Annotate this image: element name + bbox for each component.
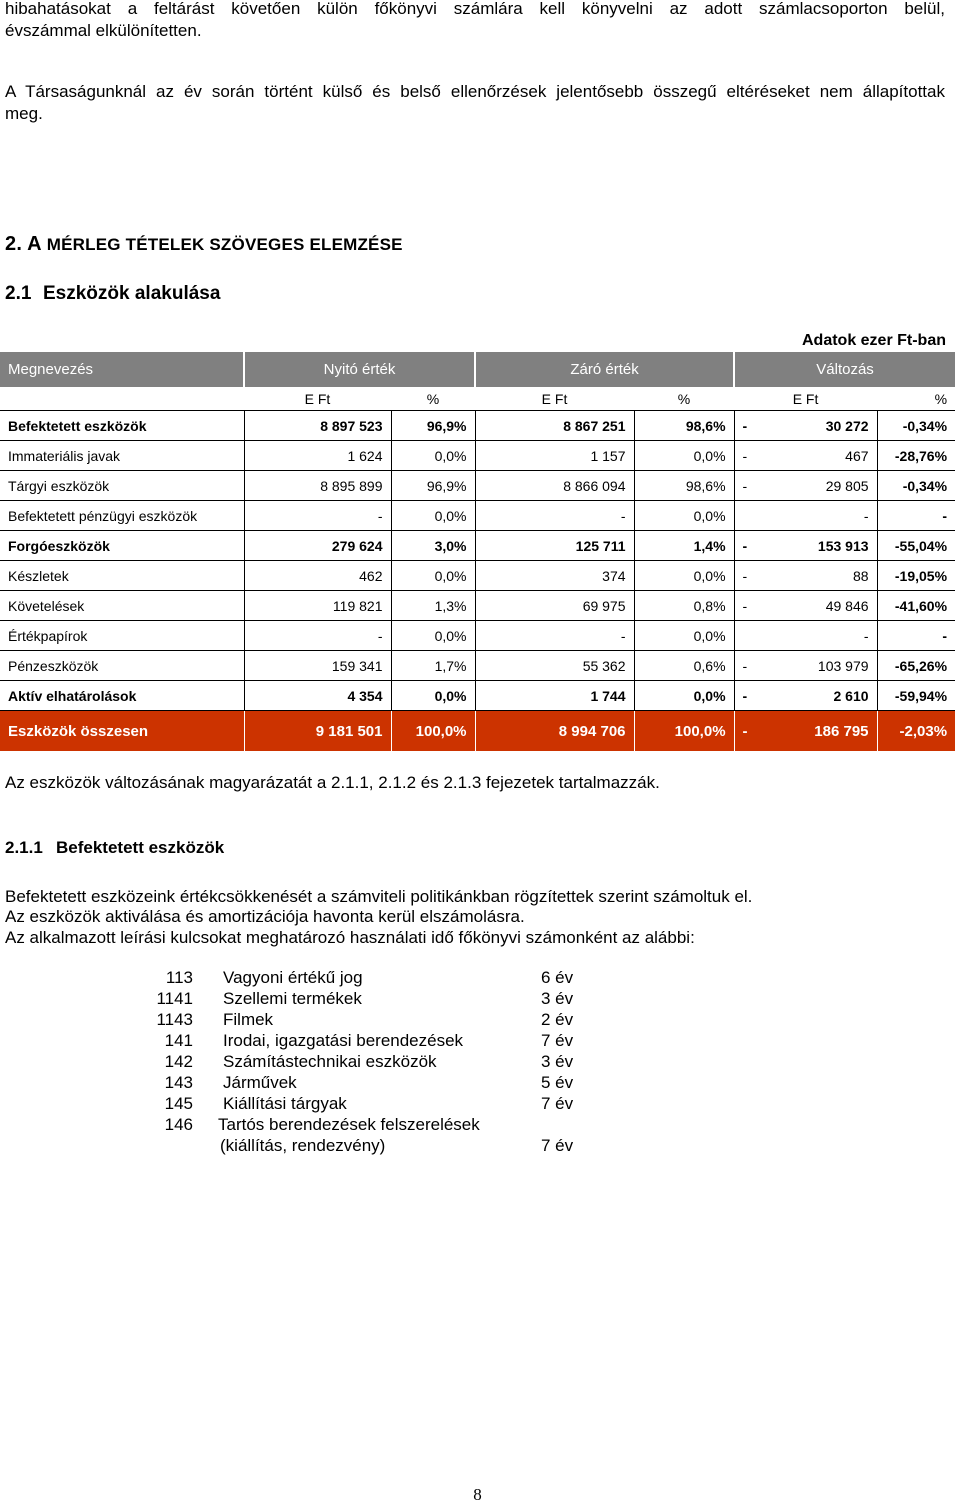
intro-paragraph-line2: évszámmal elkülönítetten. <box>5 21 202 40</box>
section-heading <box>5 233 403 256</box>
row-name: Forgóeszközök <box>0 531 244 561</box>
rate-name: Számítástechnikai eszközök <box>223 1052 437 1071</box>
row-chg-sign: - <box>734 411 764 441</box>
header-change: Változás <box>734 352 955 387</box>
row-open-eft: 1 624 <box>244 441 391 471</box>
rate-years: 5 év <box>541 1073 574 1092</box>
row-open-eft: 8 897 523 <box>244 411 391 441</box>
rate-name: Irodai, igazgatási berendezések <box>223 1031 464 1050</box>
table-subheader-row <box>0 387 955 411</box>
row-name: Pénzeszközök <box>0 651 244 681</box>
row-name: Befektetett eszközök <box>0 411 244 441</box>
row-name: Tárgyi eszközök <box>0 471 244 501</box>
row-name: Készletek <box>0 561 244 591</box>
row-open-pct: 1,7% <box>391 651 475 681</box>
row-chg-eft: 30 272 <box>764 411 877 441</box>
row-name: Aktív elhatárolások <box>0 681 244 711</box>
row-close-eft: 374 <box>475 561 634 591</box>
row-close-pct: 0,0% <box>634 561 734 591</box>
row-chg-eft: 2 610 <box>764 681 877 711</box>
subsection-title: Eszközök alakulása <box>43 283 221 304</box>
subsubsection-heading <box>5 838 224 858</box>
table-row <box>0 531 955 561</box>
assets-table <box>0 352 955 751</box>
row-open-eft: 8 895 899 <box>244 471 391 501</box>
total-close-pct: 100,0% <box>634 711 734 752</box>
rate-row <box>135 988 601 1009</box>
row-open-pct: 96,9% <box>391 471 475 501</box>
row-open-eft: - <box>244 501 391 531</box>
row-chg-eft: 49 846 <box>764 591 877 621</box>
subheader-chg-eft: E Ft <box>734 387 877 411</box>
total-open-pct: 100,0% <box>391 711 475 752</box>
row-chg-pct: - <box>877 621 955 651</box>
row-chg-sign <box>734 501 764 531</box>
row-close-eft: 1 157 <box>475 441 634 471</box>
rate-code: 113 <box>165 968 193 987</box>
intro-paragraph-line1: hibahatásokat a feltárást követően külön főkönyvi számlára kell könyvelni az adott számlacsoporton belül, <box>5 0 945 18</box>
table-row <box>0 591 955 621</box>
total-chg-eft: 186 795 <box>764 711 877 752</box>
rate-name: Járművek <box>223 1073 297 1092</box>
header-closing: Záró érték <box>475 352 734 387</box>
page-number: 8 <box>473 1485 482 1504</box>
header-opening: Nyitó érték <box>244 352 475 387</box>
row-open-pct: 0,0% <box>391 441 475 471</box>
subsection-number: 2.1 <box>5 283 32 304</box>
rate-years: 2 év <box>541 1010 574 1029</box>
row-close-pct: 0,8% <box>634 591 734 621</box>
rate-row <box>135 1030 601 1051</box>
subheader-chg-pct: % <box>877 387 955 411</box>
row-open-pct: 0,0% <box>391 621 475 651</box>
body-line3: Az alkalmazott leírási kulcsokat meghatározó használati idő főkönyvi számonként az alábbi: <box>5 928 695 947</box>
row-name: Immateriális javak <box>0 441 244 471</box>
row-open-pct: 0,0% <box>391 681 475 711</box>
rate-code: 142 <box>164 1052 193 1071</box>
rate-row <box>135 1093 601 1114</box>
row-close-eft: 125 711 <box>475 531 634 561</box>
total-name: Eszközök összesen <box>0 711 244 752</box>
depreciation-table <box>135 967 601 1156</box>
total-chg-sign: - <box>734 711 764 752</box>
row-close-pct: 0,0% <box>634 441 734 471</box>
rate-name: Szellemi termékek <box>223 989 362 1008</box>
subsection-heading <box>5 283 220 305</box>
rate-years: 7 év <box>541 1031 574 1050</box>
rate-code: 1141 <box>156 989 193 1008</box>
row-chg-pct: -55,04% <box>877 531 955 561</box>
subheader-close-eft: E Ft <box>475 387 634 411</box>
section-title-rest: MÉRLEG TÉTELEK SZÖVEGES ELEMZÉSE <box>46 235 403 254</box>
row-chg-pct: -65,26% <box>877 651 955 681</box>
rate-years: 3 év <box>541 1052 574 1071</box>
row-close-eft: - <box>475 621 634 651</box>
table-row <box>0 441 955 471</box>
row-close-pct: 0,6% <box>634 651 734 681</box>
row-chg-eft: 103 979 <box>764 651 877 681</box>
row-chg-eft: 29 805 <box>764 471 877 501</box>
table-row <box>0 471 955 501</box>
rate-years: 7 év <box>541 1094 574 1113</box>
total-open-eft: 9 181 501 <box>244 711 391 752</box>
subheader-close-pct: % <box>634 387 734 411</box>
row-open-pct: 0,0% <box>391 561 475 591</box>
table-row <box>0 621 955 651</box>
total-chg-pct: -2,03% <box>877 711 955 752</box>
rate-row <box>135 967 601 988</box>
row-name: Befektetett pénzügyi eszközök <box>0 501 244 531</box>
row-close-eft: 8 867 251 <box>475 411 634 441</box>
row-close-eft: - <box>475 501 634 531</box>
rate-row <box>135 1009 601 1030</box>
row-close-pct: 98,6% <box>634 411 734 441</box>
section-title-first: A <box>27 233 42 255</box>
row-close-pct: 1,4% <box>634 531 734 561</box>
row-chg-pct: -0,34% <box>877 471 955 501</box>
row-open-eft: 119 821 <box>244 591 391 621</box>
rate-name: Filmek <box>223 1010 274 1029</box>
rate-name-continued: (kiállítás, rendezvény) <box>220 1136 386 1155</box>
row-chg-sign: - <box>734 591 764 621</box>
rate-row <box>135 1051 601 1072</box>
rate-code: 1143 <box>156 1010 193 1029</box>
table-explanation: Az eszközök változásának magyarázatát a 2.1.1, 2.1.2 és 2.1.3 fejezetek tartalmazzák. <box>5 773 660 792</box>
row-name: Követelések <box>0 591 244 621</box>
row-close-pct: 0,0% <box>634 621 734 651</box>
rate-name: Kiállítási tárgyak <box>223 1094 347 1113</box>
row-chg-sign: - <box>734 441 764 471</box>
row-chg-sign: - <box>734 681 764 711</box>
subsubsection-number: 2.1.1 <box>5 838 43 857</box>
row-chg-sign: - <box>734 471 764 501</box>
audit-paragraph-line1: A Társaságunknál az év során történt külső és belső ellenőrzések jelentősebb összegű eltéréseket nem állapítottak <box>5 82 945 101</box>
row-chg-pct: -19,05% <box>877 561 955 591</box>
total-close-eft: 8 994 706 <box>475 711 634 752</box>
row-close-pct: 0,0% <box>634 501 734 531</box>
rate-name: Vagyoni értékű jog <box>223 968 363 987</box>
row-name: Értékpapírok <box>0 621 244 651</box>
table-header-row <box>0 352 955 387</box>
row-close-pct: 0,0% <box>634 681 734 711</box>
row-chg-sign: - <box>734 561 764 591</box>
rate-code: 145 <box>164 1094 193 1113</box>
rate-row <box>135 1114 601 1135</box>
rate-code: 143 <box>164 1073 193 1092</box>
row-close-eft: 69 975 <box>475 591 634 621</box>
subheader-open-pct: % <box>391 387 475 411</box>
rate-code: 141 <box>164 1031 193 1050</box>
table-row <box>0 411 955 441</box>
subsubsection-title: Befektetett eszközök <box>56 838 225 857</box>
section-number: 2. <box>5 233 23 255</box>
subheader-open-eft: E Ft <box>244 387 391 411</box>
row-chg-eft: 88 <box>764 561 877 591</box>
rate-years: 3 év <box>541 989 574 1008</box>
row-close-eft: 1 744 <box>475 681 634 711</box>
row-open-pct: 96,9% <box>391 411 475 441</box>
rate-row <box>135 1072 601 1093</box>
rate-row-continued <box>135 1135 601 1156</box>
row-chg-pct: -59,94% <box>877 681 955 711</box>
row-open-pct: 1,3% <box>391 591 475 621</box>
row-chg-pct: - <box>877 501 955 531</box>
row-chg-sign: - <box>734 651 764 681</box>
row-chg-eft: - <box>764 621 877 651</box>
audit-paragraph-line2: meg. <box>5 104 43 123</box>
row-close-eft: 55 362 <box>475 651 634 681</box>
row-open-eft: - <box>244 621 391 651</box>
rate-years: 6 év <box>541 968 574 987</box>
row-chg-sign <box>734 621 764 651</box>
rate-name: Tartós berendezések felszerelések <box>218 1115 480 1134</box>
row-open-pct: 3,0% <box>391 531 475 561</box>
row-open-eft: 279 624 <box>244 531 391 561</box>
table-row <box>0 681 955 711</box>
unit-note: Adatok ezer Ft-ban <box>801 332 946 349</box>
row-close-pct: 98,6% <box>634 471 734 501</box>
row-open-eft: 4 354 <box>244 681 391 711</box>
row-close-eft: 8 866 094 <box>475 471 634 501</box>
row-chg-eft: - <box>764 501 877 531</box>
header-name: Megnevezés <box>0 352 244 387</box>
body-line1: Befektetett eszközeink értékcsökkenését a számviteli politikánkban rögzítettek szerint számoltuk el. <box>5 887 753 906</box>
total-row <box>0 711 955 752</box>
row-chg-eft: 467 <box>764 441 877 471</box>
row-chg-eft: 153 913 <box>764 531 877 561</box>
row-open-eft: 462 <box>244 561 391 591</box>
row-chg-pct: -0,34% <box>877 411 955 441</box>
table-row <box>0 501 955 531</box>
table-row <box>0 651 955 681</box>
rate-years: 7 év <box>541 1136 574 1155</box>
row-chg-pct: -28,76% <box>877 441 955 471</box>
row-chg-sign: - <box>734 531 764 561</box>
row-open-eft: 159 341 <box>244 651 391 681</box>
row-open-pct: 0,0% <box>391 501 475 531</box>
table-row <box>0 561 955 591</box>
body-line2: Az eszközök aktiválása és amortizációja havonta kerül elszámolásra. <box>5 907 525 926</box>
rate-code: 146 <box>164 1115 193 1134</box>
row-chg-pct: -41,60% <box>877 591 955 621</box>
